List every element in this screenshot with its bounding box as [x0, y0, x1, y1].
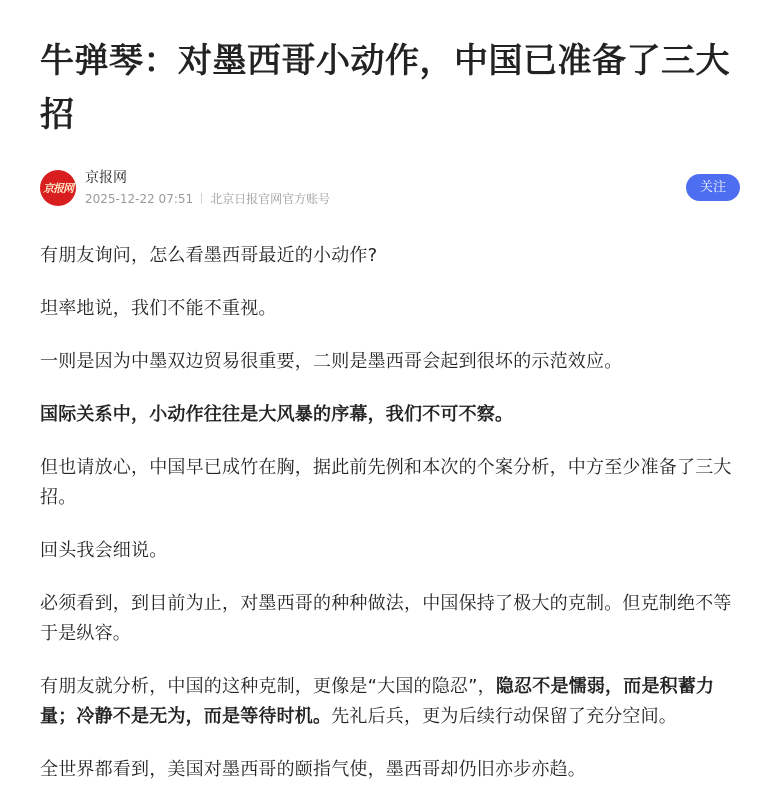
article-meta	[85, 190, 330, 208]
author-bar	[40, 170, 744, 212]
paragraph-text: 回头我会细说。	[40, 540, 168, 561]
article-paragraph	[40, 400, 744, 430]
bold-text: 国际关系中，小动作往往是大风暴的序幕，我们不可不察。	[40, 404, 514, 425]
paragraph-text: 有朋友就分析，中国的这种克制，更像是“大国的隐忍”，	[40, 676, 496, 697]
author-name[interactable]: 京报网	[85, 170, 127, 186]
follow-button[interactable]: 关注	[686, 174, 740, 201]
bold-text: 隐忍不是懦弱，而是积蓄力量；冷静不是无为，而是等待时机。	[40, 676, 715, 727]
article-paragraph	[40, 347, 744, 377]
paragraph-text: 坦率地说，我们不能不重视。	[40, 298, 277, 319]
account-description: 北京日报官网官方账号	[210, 192, 331, 206]
paragraph-text: 必须看到，到目前为止，对墨西哥的种种做法，中国保持了极大的克制。但克制绝不等于是纵容。	[40, 593, 732, 644]
article-paragraph	[40, 755, 744, 785]
article-paragraph	[40, 453, 744, 513]
author-avatar-logo: 京报网	[43, 182, 73, 195]
article-paragraph	[40, 241, 744, 271]
article-paragraph	[40, 294, 744, 324]
article-body	[40, 241, 744, 785]
paragraph-text: 有朋友询问，怎么看墨西哥最近的小动作?	[40, 245, 378, 266]
author-avatar[interactable]	[40, 170, 76, 206]
article-paragraph	[40, 536, 744, 566]
paragraph-text: 全世界都看到，美国对墨西哥的颐指气使，墨西哥却仍旧亦步亦趋。	[40, 759, 586, 780]
article-paragraph	[40, 672, 744, 732]
paragraph-text: 但也请放心，中国早已成竹在胸，据此前先例和本次的个案分析，中方至少准备了三大招。	[40, 457, 732, 508]
paragraph-text: 一则是因为中墨双边贸易很重要，二则是墨西哥会起到很坏的示范效应。	[40, 351, 623, 372]
publish-date: 2025-12-22 07:51	[85, 192, 194, 206]
meta-divider	[201, 193, 202, 204]
article-title: 牛弹琴：对墨西哥小动作，中国已准备了三大招	[40, 41, 730, 135]
article	[40, 0, 744, 808]
article-paragraph	[40, 589, 744, 649]
paragraph-text: 先礼后兵，更为后续行动保留了充分空间。	[331, 706, 678, 727]
